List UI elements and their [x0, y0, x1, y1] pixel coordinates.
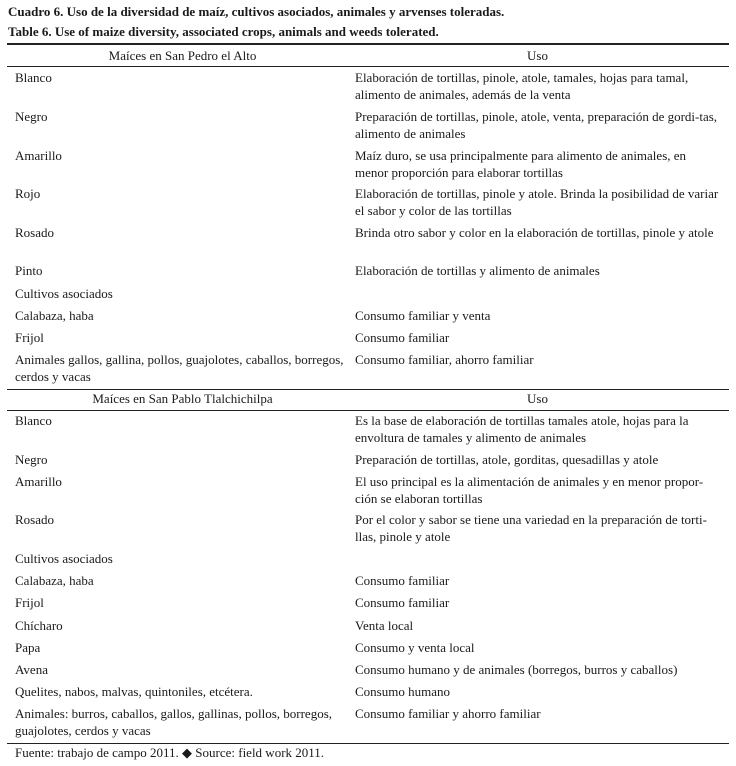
cell-item: Negro [15, 452, 48, 467]
cell-item: Cultivos asociados [15, 286, 113, 301]
column-header-maices: Maíces en San Pablo Tlalchichilpa [92, 391, 273, 406]
cell-uso: Consumo familiar [355, 595, 450, 610]
cell-uso: Consumo familiar [355, 330, 450, 345]
cell-uso: Por el color y sabor se tiene una variedad en la preparación de torti-llas, pinole y atole [355, 512, 707, 544]
cell-uso: Elaboración de tortillas y alimento de animales [355, 263, 600, 278]
cell-item: Pinto [15, 263, 43, 278]
cell-item: Animales gallos, gallina, pollos, guajolotes, caballos, borregos, cerdos y vacas [15, 352, 344, 384]
cell-item: Rosado [15, 225, 54, 240]
column-header-uso: Uso [527, 48, 548, 63]
top-rule [7, 43, 729, 45]
cell-item: Calabaza, haba [15, 308, 94, 323]
cell-uso: Consumo familiar y venta [355, 308, 491, 323]
cell-item: Papa [15, 640, 41, 655]
cell-uso: Consumo familiar y ahorro familiar [355, 706, 541, 721]
cell-uso: Consumo humano [355, 684, 450, 699]
cell-item: Negro [15, 109, 48, 124]
cell-item: Chícharo [15, 618, 63, 633]
cell-uso: Maíz duro, se usa principalmente para alimento de animales, en menor proporción para elaborar tortillas [355, 148, 687, 180]
table-footnote: Fuente: trabajo de campo 2011. ◆ Source: field work 2011. [15, 745, 325, 760]
cell-uso: El uso principal es la alimentación de animales y en menor propor-ción se elaboran tortillas [355, 474, 704, 506]
cell-item: Cultivos asociados [15, 551, 113, 566]
cell-uso: Es la base de elaboración de tortillas tamales atole, hojas para la envoltura de tamales y alimento de animales [355, 413, 689, 445]
cell-uso: Venta local [355, 618, 414, 633]
cell-item: Calabaza, haba [15, 573, 94, 588]
table-title-es: Cuadro 6. Uso de la diversidad de maíz, cultivos asociados, animales y arvenses toleradas. [8, 4, 505, 19]
cell-uso: Consumo y venta local [355, 640, 475, 655]
cell-uso: Elaboración de tortillas, pinole y atole. Brinda la posibilidad de variar el sabor y color de las tortillas [355, 186, 719, 218]
cell-uso: Consumo familiar, ahorro familiar [355, 352, 534, 367]
cell-item: Avena [15, 662, 48, 677]
cell-item: Rosado [15, 512, 54, 527]
cell-uso: Preparación de tortillas, atole, gorditas, quesadillas y atole [355, 452, 659, 467]
table-rule [7, 66, 729, 67]
cell-item: Animales: burros, caballos, gallos, gallinas, pollos, borregos, guajolotes, cerdos y vacas [15, 706, 333, 738]
cell-item: Quelites, nabos, malvas, quintoniles, etcétera. [15, 684, 253, 699]
cell-item: Blanco [15, 413, 52, 428]
cell-item: Amarillo [15, 474, 62, 489]
cell-item: Rojo [15, 186, 41, 201]
cell-item: Frijol [15, 595, 44, 610]
cell-item: Blanco [15, 70, 52, 85]
table-title-en: Table 6. Use of maize diversity, associated crops, animals and weeds tolerated. [8, 24, 439, 39]
cell-item: Frijol [15, 330, 44, 345]
cell-uso: Consumo familiar [355, 573, 450, 588]
bottom-rule [7, 743, 729, 744]
column-header-uso: Uso [527, 391, 548, 406]
cell-uso: Preparación de tortillas, pinole, atole, venta, preparación de gordi-tas, alimento de animales [355, 109, 718, 141]
table-rule [7, 410, 729, 411]
column-header-maices: Maíces en San Pedro el Alto [108, 48, 257, 63]
cell-uso: Elaboración de tortillas, pinole, atole, tamales, hojas para tamal, alimento de animales, además de la venta [355, 70, 689, 102]
cell-item: Amarillo [15, 148, 62, 163]
cell-uso: Brinda otro sabor y color en la elaboración de tortillas, pinole y atole [355, 225, 714, 240]
cell-uso: Consumo humano y de animales (borregos, burros y caballos) [355, 662, 678, 677]
